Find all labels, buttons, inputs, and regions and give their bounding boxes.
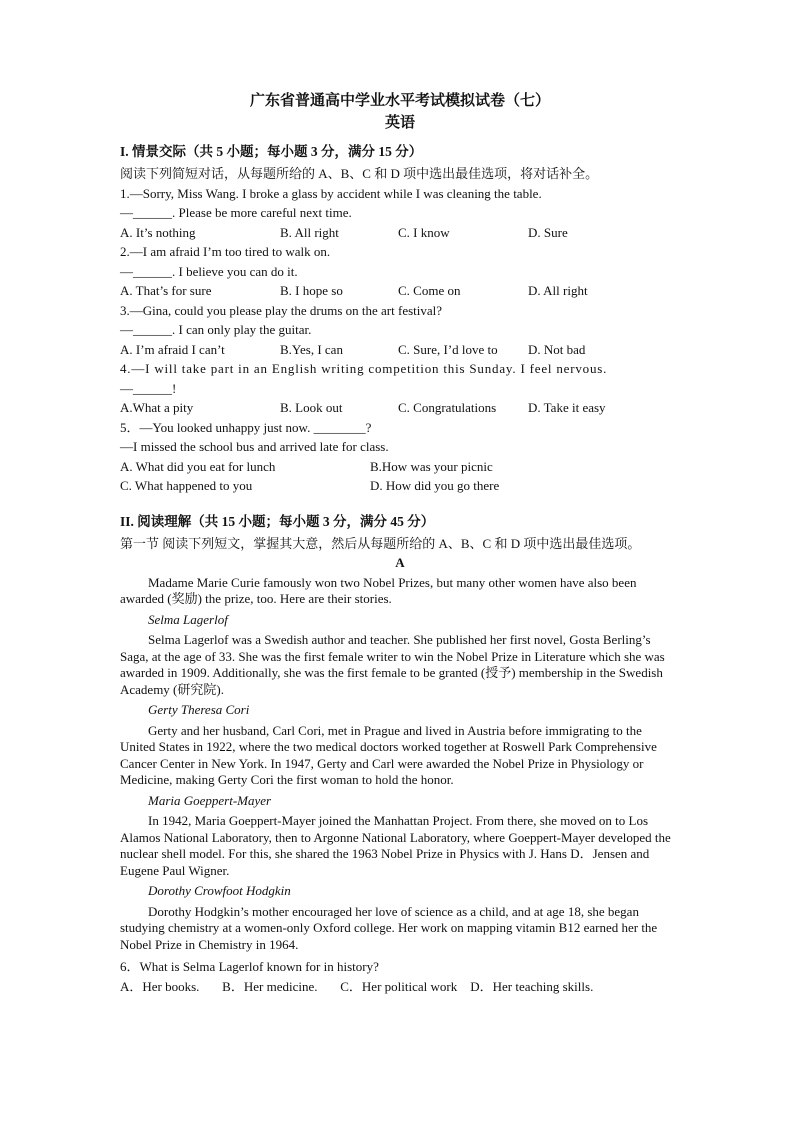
passage-label: A [395, 555, 405, 571]
option-d: D. How did you go there [370, 478, 500, 494]
person-paragraph: Dorothy Hodgkin’s mother encouraged her love of science as a child, and at age 18, she began studying chemistry at a women-only Oxford college. Her work on mapping vitamin B12 earned her the Nobel Prize in Chemistry in 1964. [120, 903, 658, 952]
exam-title: 广东省普通高中学业水平考试模拟试卷（七） [249, 93, 550, 109]
question-response: —______. Please be more careful next time. [120, 205, 352, 221]
option-d: D. All right [528, 283, 588, 299]
answer-options-row-2 [120, 476, 680, 496]
option-c: C. What happened to you [120, 478, 253, 494]
option-b: B. I hope so [280, 283, 343, 299]
question-3 [120, 301, 680, 360]
person-name: Maria Goeppert-Mayer [148, 792, 272, 808]
answer-options [120, 223, 680, 243]
question-5 [120, 418, 680, 496]
passage-intro: Madame Marie Curie famously won two Nobel Prizes, but many other women have also been awarded (奖励) the prize, too. Here are their stories. [120, 574, 637, 607]
option-c: C. Congratulations [398, 400, 497, 416]
question-stem: 1.—Sorry, Miss Wang. I broke a glass by accident while I was cleaning the table. [120, 185, 542, 201]
exam-page [120, 92, 680, 996]
question-response: —______. I can only play the guitar. [120, 322, 312, 338]
answer-options [120, 281, 680, 301]
question-response: —______! [120, 380, 177, 396]
person-paragraph: Selma Lagerlof was a Swedish author and teacher. She published her first novel, Gosta Berling’s Saga, at the age of 33. She was the first female writer to win the Nobel Prize in Literature which she was awarded in 1909. Additionally, she was the first female to be granted (授予) membership in the Swedish Academy (研究院). [120, 632, 665, 697]
answer-options [120, 340, 680, 360]
option-b: B. All right [280, 224, 339, 240]
question-4 [120, 359, 680, 418]
option-a: A. It’s nothing [120, 224, 196, 240]
option-d: D. Not bad [528, 341, 586, 357]
question-stem: 4.—I will take part in an English writing competition this Sunday. I feel nervous. [120, 361, 608, 377]
person-paragraph: Gerty and her husband, Carl Cori, met in Prague and lived in Austria before immigrating to the United States in 1922, where the two medical doctors worked together at Roswell Park Comprehensive Cancer Center in New York. In 1947, Gerty and Carl were awarded the Nobel Prize in Physiology or Medicine, making Gerty Cori the first woman to hold the honor. [120, 722, 657, 788]
question-stem: 3.—Gina, could you please play the drums on the art festival? [120, 302, 443, 318]
section-2-instruction: 第一节 阅读下列短文，掌握其大意，然后从每题所给的 A、B、C 和 D 项中选出最佳选项。 [120, 535, 641, 551]
option-a: A.What a pity [120, 400, 194, 416]
question-6-stem: 6．What is Selma Lagerlof known for in history? [120, 959, 379, 975]
section-2-heading: II. 阅读理解（共 15 小题；每小题 3 分，满分 45 分） [120, 513, 435, 529]
option-c: C. Sure, I’d love to [398, 341, 498, 357]
person-paragraph: In 1942, Maria Goeppert-Mayer joined the Manhattan Project. From there, she moved on to Los Alamos National Laboratory, then to Argonne National Laboratory, where Goeppert-Mayer developed the nuclear shell model. For this, she shared the 1963 Nobel Prize in Physics with J. Hans D．Jensen and Eugene Paul Wigner. [120, 813, 671, 878]
answer-options-row-1 [120, 457, 680, 477]
option-a: A. That’s for sure [120, 283, 212, 299]
exam-subject: 英语 [384, 115, 415, 131]
question-2 [120, 242, 680, 301]
question-response: —I missed the school bus and arrived late for class. [120, 439, 389, 455]
option-b: B.Yes, I can [280, 341, 343, 357]
option-b: B. Look out [280, 400, 343, 416]
person-name: Selma Lagerlof [148, 611, 228, 627]
question-6-options: A．Her books. B．Her medicine. C．Her political work D．Her teaching skills. [120, 978, 594, 994]
question-stem: 5．—You looked unhappy just now. ________? [120, 419, 372, 435]
option-a: A. What did you eat for lunch [120, 458, 276, 474]
question-1 [120, 184, 680, 243]
person-name: Dorothy Crowfoot Hodgkin [148, 883, 291, 899]
question-response: —______. I believe you can do it. [120, 263, 298, 279]
option-c: C. Come on [398, 283, 461, 299]
option-c: C. I know [398, 224, 450, 240]
option-b: B.How was your picnic [370, 458, 493, 474]
option-a: A. I’m afraid I can’t [120, 341, 225, 357]
option-d: D. Sure [528, 224, 568, 240]
option-d: D. Take it easy [528, 400, 606, 416]
section-1-heading: I. 情景交际（共 5 小题；每小题 3 分，满分 15 分） [120, 144, 423, 159]
answer-options [120, 398, 680, 418]
person-name: Gerty Theresa Cori [148, 702, 250, 718]
question-stem: 2.—I am afraid I’m too tired to walk on. [120, 244, 331, 260]
section-1-instruction: 阅读下列简短对话，从每题所给的 A、B、C 和 D 项中选出最佳选项，将对话补全。 [120, 166, 599, 182]
